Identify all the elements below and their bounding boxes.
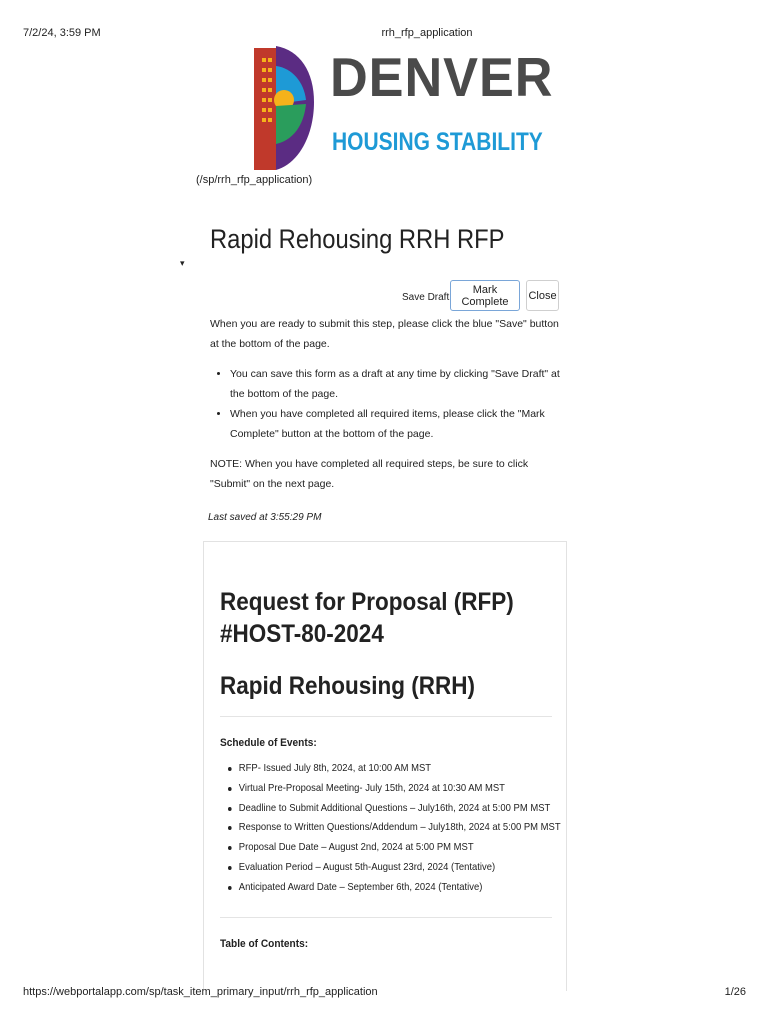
close-button[interactable]: Close	[526, 280, 559, 311]
divider	[220, 716, 552, 717]
list-item: Proposal Due Date – August 2nd, 2024 at 5:00 PM MST	[228, 838, 521, 858]
list-item: Evaluation Period – August 5th-August 23rd, 2024 (Tentative)	[228, 858, 521, 878]
list-item: Virtual Pre-Proposal Meeting- July 15th, 2024 at 10:30 AM MST	[228, 779, 521, 799]
instructions-intro: When you are ready to submit this step, please click the blue "Save" button at the bottom of the page.	[210, 318, 559, 350]
list-item: Anticipated Award Date – September 6th, 2024 (Tentative)	[228, 878, 521, 898]
mark-complete-button[interactable]: Mark Complete	[450, 280, 520, 311]
denver-logo-mark-icon	[254, 46, 314, 170]
logo-housing-stability-text: HOUSING STABILITY	[332, 128, 543, 156]
caret-down-icon[interactable]: ▾	[180, 258, 185, 269]
print-page-number: 1/26	[724, 986, 746, 998]
divider	[220, 917, 552, 918]
instructions	[210, 314, 560, 494]
page-title-row	[180, 224, 545, 273]
rfp-content-card	[203, 541, 567, 991]
instructions-bullet: • You can save this form as a draft at any time by clicking "Save Draft" at the bottom of the page.	[230, 364, 560, 404]
save-draft-link[interactable]: Save Draft	[402, 292, 450, 303]
instructions-note: NOTE: When you have completed all required steps, be sure to click "Submit" on the next page.	[210, 458, 529, 490]
list-item: RFP- Issued July 8th, 2024, at 10:00 AM MST	[228, 759, 521, 779]
list-item: Response to Written Questions/Addendum – July18th, 2024 at 5:00 PM MST	[228, 818, 521, 838]
toc-heading: Table of Contents:	[220, 937, 309, 950]
print-doc-title: rrh_rfp_application	[381, 27, 473, 39]
print-url: https://webportalapp.com/sp/task_item_primary_input/rrh_rfp_application	[23, 986, 378, 998]
list-item: Deadline to Submit Additional Questions – July16th, 2024 at 5:00 PM MST	[228, 799, 521, 819]
schedule-heading: Schedule of Events:	[220, 737, 317, 749]
rfp-title: Request for Proposal (RFP) #HOST-80-2024	[220, 588, 514, 648]
schedule-list	[220, 759, 561, 898]
page-title[interactable]: Rapid Rehousing RRH RFP	[210, 224, 505, 254]
logo-link-url[interactable]: (/sp/rrh_rfp_application)	[196, 174, 313, 186]
instructions-bullet: • When you have completed all required items, please click the "Mark Complete" button at the bottom of the page.	[230, 404, 560, 444]
last-saved-status: Last saved at 3:55:29 PM	[208, 512, 322, 523]
instructions-list	[210, 364, 560, 444]
print-date: 7/2/24, 3:59 PM	[23, 27, 101, 39]
logo-denver-text: DENVER	[330, 46, 554, 108]
denver-housing-stability-logo[interactable]	[254, 46, 554, 171]
rfp-subtitle: Rapid Rehousing (RRH)	[220, 672, 475, 700]
form-toolbar	[398, 280, 560, 313]
